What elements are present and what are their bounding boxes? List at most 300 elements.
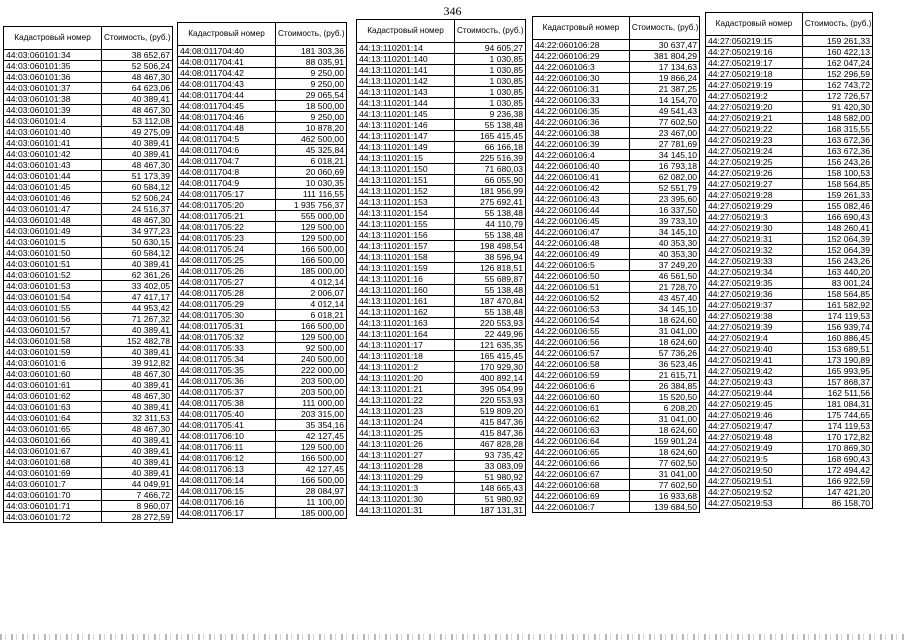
table-row bbox=[4, 457, 173, 468]
cadastral-number-cell: 44:08:011704:44 bbox=[178, 90, 276, 101]
cost-cell: 1 030,85 bbox=[455, 87, 526, 98]
cadastral-number-cell: 44:08:011704:41 bbox=[178, 57, 276, 68]
cadastral-number-cell: 44:08:011705:34 bbox=[178, 354, 276, 365]
cadastral-number-cell: 44:08:011705:36 bbox=[178, 376, 276, 387]
cadastral-number-cell: 44:27:050219:53 bbox=[706, 498, 803, 509]
table-row bbox=[706, 366, 873, 377]
table-row bbox=[706, 432, 873, 443]
table-row bbox=[533, 128, 700, 139]
cadastral-number-cell: 44:08:011705:38 bbox=[178, 398, 276, 409]
cadastral-number-cell: 44:22:060106:58 bbox=[533, 359, 630, 370]
cadastral-number-cell: 44:27:050219:35 bbox=[706, 278, 803, 289]
cadastral-number-cell: 44:08:011705:25 bbox=[178, 255, 276, 266]
cadastral-number-cell: 44:27:050219:41 bbox=[706, 355, 803, 366]
cadastral-number-cell: 44:08:011706:14 bbox=[178, 475, 276, 486]
table-row bbox=[4, 226, 173, 237]
cost-cell: 31 041,00 bbox=[629, 414, 699, 425]
cost-cell: 66 055,90 bbox=[455, 175, 526, 186]
table-row bbox=[533, 458, 700, 469]
cost-cell: 18 624,60 bbox=[629, 425, 699, 436]
table-row bbox=[178, 233, 347, 244]
table-row bbox=[533, 84, 700, 95]
cost-cell: 185 000,00 bbox=[276, 266, 347, 277]
cadastral-number-cell: 44:22:060106:3 bbox=[533, 62, 630, 73]
cadastral-number-cell: 44:27:050219:33 bbox=[706, 256, 803, 267]
cost-cell: 30 637,47 bbox=[629, 40, 699, 51]
cost-cell: 27 781,69 bbox=[629, 139, 699, 150]
cost-cell: 40 389,41 bbox=[102, 402, 173, 413]
table-row bbox=[533, 216, 700, 227]
cadastral-number-cell: 44:13:110201:156 bbox=[357, 230, 455, 241]
table-row bbox=[357, 263, 526, 274]
cadastral-number-cell: 44:13:110201:158 bbox=[357, 252, 455, 263]
cadastral-number-cell: 44:22:060106:60 bbox=[533, 392, 630, 403]
cost-cell: 29 065,54 bbox=[276, 90, 347, 101]
cost-cell: 91 420,30 bbox=[802, 102, 872, 113]
cost-cell: 16 337,50 bbox=[629, 205, 699, 216]
header-row bbox=[706, 13, 873, 36]
cost-cell: 51 173,39 bbox=[102, 171, 173, 182]
table-row bbox=[178, 156, 347, 167]
cost-cell: 467 828,28 bbox=[455, 439, 526, 450]
cost-cell: 172 726,57 bbox=[802, 91, 872, 102]
cadastral-number-cell: 44:27:050219:18 bbox=[706, 69, 803, 80]
cadastral-number-cell: 44:22:060106:31 bbox=[533, 84, 630, 95]
header-cost: Стоимость, (руб.) bbox=[802, 13, 872, 36]
cadastral-number-cell: 44:22:060106:61 bbox=[533, 403, 630, 414]
cost-cell: 168 690,43 bbox=[802, 454, 872, 465]
cost-cell: 55 138,48 bbox=[455, 120, 526, 131]
cost-cell: 2 006,07 bbox=[276, 288, 347, 299]
table-row bbox=[178, 398, 347, 409]
cost-cell: 34 977,23 bbox=[102, 226, 173, 237]
cadastral-number-cell: 44:08:011706:16 bbox=[178, 497, 276, 508]
table-row bbox=[357, 406, 526, 417]
cadastral-number-cell: 44:08:011705:22 bbox=[178, 222, 276, 233]
cost-cell: 160 422,13 bbox=[802, 47, 872, 58]
cadastral-number-cell: 44:22:060106:39 bbox=[533, 139, 630, 150]
cadastral-number-cell: 44:13:110201:28 bbox=[357, 461, 455, 472]
cost-cell: 152 482,78 bbox=[102, 336, 173, 347]
page-number: 346 bbox=[443, 4, 462, 18]
table-row bbox=[706, 487, 873, 498]
table-row bbox=[178, 420, 347, 431]
cost-cell: 173 190,89 bbox=[802, 355, 872, 366]
cost-cell: 225 516,39 bbox=[455, 153, 526, 164]
cost-cell: 166 500,00 bbox=[276, 255, 347, 266]
cost-cell: 7 466,72 bbox=[102, 490, 173, 501]
cadastral-number-cell: 44:03:060101:35 bbox=[4, 61, 102, 72]
table-row bbox=[706, 58, 873, 69]
header-cadastral-number: Кадастровый номер bbox=[4, 27, 102, 50]
cadastral-number-cell: 44:08:011705:41 bbox=[178, 420, 276, 431]
table-row bbox=[706, 311, 873, 322]
table-row bbox=[357, 131, 526, 142]
cost-cell: 40 389,41 bbox=[102, 457, 173, 468]
cadastral-number-cell: 44:13:110201:29 bbox=[357, 472, 455, 483]
cost-cell: 126 818,51 bbox=[455, 263, 526, 274]
cost-cell: 40 389,41 bbox=[102, 138, 173, 149]
table-row bbox=[4, 105, 173, 116]
table-row bbox=[178, 46, 347, 57]
table-row bbox=[533, 414, 700, 425]
table-row bbox=[4, 303, 173, 314]
cost-cell: 44 953,42 bbox=[102, 303, 173, 314]
table-row bbox=[357, 252, 526, 263]
table-row bbox=[533, 73, 700, 84]
cost-cell: 111 116,55 bbox=[276, 189, 347, 200]
cost-cell: 156 243,26 bbox=[802, 157, 872, 168]
cost-cell: 240 500,00 bbox=[276, 354, 347, 365]
table-row bbox=[533, 436, 700, 447]
table-row bbox=[178, 310, 347, 321]
cost-cell: 519 809,20 bbox=[455, 406, 526, 417]
cadastral-number-cell: 44:13:110201:20 bbox=[357, 373, 455, 384]
cost-cell: 181 303,36 bbox=[276, 46, 347, 57]
cost-cell: 170 172,82 bbox=[802, 432, 872, 443]
cost-cell: 166 500,00 bbox=[276, 321, 347, 332]
table-row bbox=[4, 160, 173, 171]
cadastral-number-cell: 44:03:060101:69 bbox=[4, 468, 102, 479]
table-row bbox=[4, 347, 173, 358]
cost-cell: 162 743,72 bbox=[802, 80, 872, 91]
cost-cell: 158 100,53 bbox=[802, 168, 872, 179]
cost-cell: 22 449,96 bbox=[455, 329, 526, 340]
cost-cell: 462 500,00 bbox=[276, 134, 347, 145]
cadastral-number-cell: 44:13:110201:157 bbox=[357, 241, 455, 252]
cost-cell: 86 158,70 bbox=[802, 498, 872, 509]
cost-cell: 77 602,50 bbox=[629, 458, 699, 469]
table-row bbox=[4, 182, 173, 193]
cadastral-number-cell: 44:13:110201:152 bbox=[357, 186, 455, 197]
table-row bbox=[178, 189, 347, 200]
cadastral-number-cell: 44:03:060101:41 bbox=[4, 138, 102, 149]
cadastral-number-cell: 44:08:011706:10 bbox=[178, 431, 276, 442]
cadastral-number-cell: 44:22:060106:36 bbox=[533, 117, 630, 128]
cost-cell: 1 030,85 bbox=[455, 76, 526, 87]
table-row bbox=[4, 83, 173, 94]
table-row bbox=[357, 483, 526, 494]
table-row bbox=[4, 314, 173, 325]
cost-cell: 157 868,37 bbox=[802, 377, 872, 388]
cadastral-number-cell: 44:13:110201:147 bbox=[357, 131, 455, 142]
cadastral-number-cell: 44:03:060101:50 bbox=[4, 248, 102, 259]
table-row bbox=[533, 326, 700, 337]
cadastral-number-cell: 44:03:060101:43 bbox=[4, 160, 102, 171]
table-row bbox=[178, 255, 347, 266]
cadastral-number-cell: 44:08:011704:48 bbox=[178, 123, 276, 134]
cost-cell: 19 866,24 bbox=[629, 73, 699, 84]
table-row bbox=[533, 502, 700, 513]
cost-cell: 35 354,16 bbox=[276, 420, 347, 431]
cadastral-number-cell: 44:03:060101:55 bbox=[4, 303, 102, 314]
cost-cell: 10 030,35 bbox=[276, 178, 347, 189]
table-row bbox=[706, 168, 873, 179]
cost-cell: 381 804,29 bbox=[629, 51, 699, 62]
cost-cell: 66 166,18 bbox=[455, 142, 526, 153]
table-row bbox=[4, 72, 173, 83]
cadastre-table-3 bbox=[356, 19, 526, 516]
cost-cell: 153 689,51 bbox=[802, 344, 872, 355]
cost-cell: 51 980,92 bbox=[455, 472, 526, 483]
cost-cell: 415 847,36 bbox=[455, 417, 526, 428]
table-row bbox=[533, 227, 700, 238]
cost-cell: 52 506,24 bbox=[102, 61, 173, 72]
table-row bbox=[533, 238, 700, 249]
cadastral-number-cell: 44:08:011706:15 bbox=[178, 486, 276, 497]
table-row bbox=[706, 278, 873, 289]
cost-cell: 40 389,41 bbox=[102, 347, 173, 358]
table-row bbox=[4, 149, 173, 160]
cadastral-number-cell: 44:08:011705:35 bbox=[178, 365, 276, 376]
table-row bbox=[4, 402, 173, 413]
cadastral-number-cell: 44:03:060101:42 bbox=[4, 149, 102, 160]
table-row bbox=[4, 413, 173, 424]
cadastral-number-cell: 44:03:060101:53 bbox=[4, 281, 102, 292]
cadastral-number-cell: 44:27:050219:47 bbox=[706, 421, 803, 432]
cost-cell: 159 901,24 bbox=[629, 436, 699, 447]
cadastral-number-cell: 44:08:011704:5 bbox=[178, 134, 276, 145]
table-row bbox=[533, 491, 700, 502]
table-row bbox=[706, 234, 873, 245]
cost-cell: 174 119,53 bbox=[802, 421, 872, 432]
cadastral-number-cell: 44:03:060101:71 bbox=[4, 501, 102, 512]
table-row bbox=[533, 337, 700, 348]
table-row bbox=[706, 245, 873, 256]
cost-cell: 166 500,00 bbox=[276, 453, 347, 464]
cost-cell: 14 154,70 bbox=[629, 95, 699, 106]
cost-cell: 48 467,30 bbox=[102, 72, 173, 83]
cadastral-number-cell: 44:22:060106:52 bbox=[533, 293, 630, 304]
table-row bbox=[178, 57, 347, 68]
table-row bbox=[706, 454, 873, 465]
header-cost: Стоимость, (руб.) bbox=[276, 23, 347, 46]
cadastral-number-cell: 44:22:060106:56 bbox=[533, 337, 630, 348]
table-row bbox=[357, 384, 526, 395]
table-row bbox=[706, 146, 873, 157]
table-row bbox=[4, 435, 173, 446]
table-row bbox=[178, 79, 347, 90]
cost-cell: 44 049,91 bbox=[102, 479, 173, 490]
cost-cell: 62 361,26 bbox=[102, 270, 173, 281]
cadastral-number-cell: 44:13:110201:142 bbox=[357, 76, 455, 87]
cost-cell: 9 250,00 bbox=[276, 68, 347, 79]
cost-cell: 129 500,00 bbox=[276, 332, 347, 343]
table-row bbox=[4, 358, 173, 369]
cost-cell: 48 467,30 bbox=[102, 369, 173, 380]
cadastral-number-cell: 44:27:050219:25 bbox=[706, 157, 803, 168]
table-row bbox=[706, 333, 873, 344]
cadastral-number-cell: 44:03:060101:37 bbox=[4, 83, 102, 94]
table-row bbox=[4, 512, 173, 523]
cadastral-number-cell: 44:13:110201:160 bbox=[357, 285, 455, 296]
table-row bbox=[357, 164, 526, 175]
cadastral-number-cell: 44:03:060101:38 bbox=[4, 94, 102, 105]
table-row bbox=[706, 267, 873, 278]
cadastral-number-cell: 44:03:060101:72 bbox=[4, 512, 102, 523]
table-row bbox=[4, 490, 173, 501]
cadastral-number-cell: 44:27:050219:34 bbox=[706, 267, 803, 278]
cadastral-number-cell: 44:08:011704:9 bbox=[178, 178, 276, 189]
cost-cell: 148 582,00 bbox=[802, 113, 872, 124]
cost-cell: 55 138,48 bbox=[455, 307, 526, 318]
cadastral-number-cell: 44:27:050219:38 bbox=[706, 311, 803, 322]
cadastral-number-cell: 44:03:060101:4 bbox=[4, 116, 102, 127]
cost-cell: 50 630,15 bbox=[102, 237, 173, 248]
table-row bbox=[178, 409, 347, 420]
cost-cell: 40 389,41 bbox=[102, 468, 173, 479]
cadastral-number-cell: 44:22:060106:42 bbox=[533, 183, 630, 194]
cadastral-number-cell: 44:13:110201:25 bbox=[357, 428, 455, 439]
cost-cell: 4 012,14 bbox=[276, 299, 347, 310]
table-row bbox=[178, 442, 347, 453]
cost-cell: 34 145,10 bbox=[629, 304, 699, 315]
cadastral-number-cell: 44:27:050219:32 bbox=[706, 245, 803, 256]
table-row bbox=[706, 223, 873, 234]
cost-cell: 40 389,41 bbox=[102, 435, 173, 446]
table-row bbox=[357, 340, 526, 351]
cadastral-number-cell: 44:13:110201:2 bbox=[357, 362, 455, 373]
table-row bbox=[178, 321, 347, 332]
table-row bbox=[178, 90, 347, 101]
cost-cell: 34 145,10 bbox=[629, 150, 699, 161]
cadastral-number-cell: 44:27:050219:23 bbox=[706, 135, 803, 146]
table-row bbox=[357, 175, 526, 186]
cadastral-number-cell: 44:08:011704:43 bbox=[178, 79, 276, 90]
cadastral-number-cell: 44:22:060106:4 bbox=[533, 150, 630, 161]
table-row bbox=[178, 222, 347, 233]
cost-cell: 16 933,68 bbox=[629, 491, 699, 502]
cost-cell: 88 035,91 bbox=[276, 57, 347, 68]
table-row bbox=[357, 505, 526, 516]
table-row bbox=[706, 399, 873, 410]
cadastral-number-cell: 44:22:060106:64 bbox=[533, 436, 630, 447]
table-row bbox=[357, 142, 526, 153]
table-row bbox=[357, 296, 526, 307]
cost-cell: 60 584,12 bbox=[102, 182, 173, 193]
cost-cell: 55 138,48 bbox=[455, 285, 526, 296]
table-row bbox=[533, 205, 700, 216]
table-row bbox=[357, 472, 526, 483]
cost-cell: 162 511,56 bbox=[802, 388, 872, 399]
cadastral-number-cell: 44:08:011705:17 bbox=[178, 189, 276, 200]
cadastral-number-cell: 44:03:060101:57 bbox=[4, 325, 102, 336]
table-row bbox=[533, 40, 700, 51]
cost-cell: 23 467,00 bbox=[629, 128, 699, 139]
cadastral-number-cell: 44:13:110201:21 bbox=[357, 384, 455, 395]
table-row bbox=[706, 124, 873, 135]
cost-cell: 415 847,36 bbox=[455, 428, 526, 439]
cadastral-number-cell: 44:08:011705:30 bbox=[178, 310, 276, 321]
table-row bbox=[706, 135, 873, 146]
header-cadastral-number: Кадастровый номер bbox=[178, 23, 276, 46]
table-row bbox=[706, 36, 873, 47]
table-row bbox=[4, 391, 173, 402]
cost-cell: 31 041,00 bbox=[629, 469, 699, 480]
cost-cell: 40 353,30 bbox=[629, 249, 699, 260]
table-row bbox=[706, 465, 873, 476]
cadastral-number-cell: 44:27:050219:46 bbox=[706, 410, 803, 421]
table-row bbox=[178, 332, 347, 343]
cost-cell: 52 506,24 bbox=[102, 193, 173, 204]
cadastral-number-cell: 44:03:060101:56 bbox=[4, 314, 102, 325]
cost-cell: 18 624,60 bbox=[629, 315, 699, 326]
cadastral-number-cell: 44:13:110201:164 bbox=[357, 329, 455, 340]
table-row bbox=[4, 50, 173, 61]
cost-cell: 161 582,92 bbox=[802, 300, 872, 311]
cost-cell: 55 138,48 bbox=[455, 208, 526, 219]
cost-cell: 48 467,30 bbox=[102, 215, 173, 226]
cadastral-number-cell: 44:27:050219:45 bbox=[706, 399, 803, 410]
table-row bbox=[178, 211, 347, 222]
cadastral-number-cell: 44:13:110201:14 bbox=[357, 43, 455, 54]
cost-cell: 187 131,31 bbox=[455, 505, 526, 516]
table-row bbox=[357, 87, 526, 98]
cost-cell: 57 736,26 bbox=[629, 348, 699, 359]
cost-cell: 203 315,00 bbox=[276, 409, 347, 420]
cost-cell: 49 541,43 bbox=[629, 106, 699, 117]
cadastral-number-cell: 44:13:110201:146 bbox=[357, 120, 455, 131]
table-row bbox=[4, 468, 173, 479]
table-row bbox=[178, 68, 347, 79]
cadastral-number-cell: 44:03:060101:40 bbox=[4, 127, 102, 138]
cost-cell: 400 892,14 bbox=[455, 373, 526, 384]
table-row bbox=[357, 439, 526, 450]
cadastral-number-cell: 44:13:110201:144 bbox=[357, 98, 455, 109]
table-row bbox=[178, 343, 347, 354]
cost-cell: 71 680,03 bbox=[455, 164, 526, 175]
cadastral-number-cell: 44:22:060106:43 bbox=[533, 194, 630, 205]
cost-cell: 24 516,37 bbox=[102, 204, 173, 215]
table-row bbox=[178, 134, 347, 145]
cadastral-number-cell: 44:22:060106:41 bbox=[533, 172, 630, 183]
table-row bbox=[706, 322, 873, 333]
cost-cell: 156 939,74 bbox=[802, 322, 872, 333]
table-row bbox=[533, 194, 700, 205]
cost-cell: 42 127,45 bbox=[276, 431, 347, 442]
cost-cell: 165 415,45 bbox=[455, 351, 526, 362]
table-row bbox=[706, 355, 873, 366]
cost-cell: 94 605,27 bbox=[455, 43, 526, 54]
cost-cell: 40 389,41 bbox=[102, 325, 173, 336]
cadastral-number-cell: 44:13:110201:159 bbox=[357, 263, 455, 274]
table-row bbox=[533, 106, 700, 117]
cost-cell: 152 296,59 bbox=[802, 69, 872, 80]
cost-cell: 32 311,53 bbox=[102, 413, 173, 424]
cost-cell: 40 389,41 bbox=[102, 259, 173, 270]
cadastral-number-cell: 44:27:050219:39 bbox=[706, 322, 803, 333]
table-row bbox=[4, 336, 173, 347]
header-cadastral-number: Кадастровый номер bbox=[533, 17, 630, 40]
cost-cell: 60 584,12 bbox=[102, 248, 173, 259]
table-row bbox=[706, 91, 873, 102]
cadastral-number-cell: 44:22:060106:28 bbox=[533, 40, 630, 51]
table-row bbox=[706, 476, 873, 487]
cadastral-number-cell: 44:27:050219:24 bbox=[706, 146, 803, 157]
table-row bbox=[178, 112, 347, 123]
cost-cell: 36 523,46 bbox=[629, 359, 699, 370]
cost-cell: 28 272,59 bbox=[102, 512, 173, 523]
cadastral-number-cell: 44:08:011705:20 bbox=[178, 200, 276, 211]
table-row bbox=[706, 201, 873, 212]
cost-cell: 1 030,85 bbox=[455, 98, 526, 109]
cost-cell: 49 275,09 bbox=[102, 127, 173, 138]
cost-cell: 185 000,00 bbox=[276, 508, 347, 519]
cost-cell: 166 690,43 bbox=[802, 212, 872, 223]
cadastral-number-cell: 44:13:110201:149 bbox=[357, 142, 455, 153]
cadastral-number-cell: 44:13:110201:22 bbox=[357, 395, 455, 406]
cost-cell: 71 267,32 bbox=[102, 314, 173, 325]
